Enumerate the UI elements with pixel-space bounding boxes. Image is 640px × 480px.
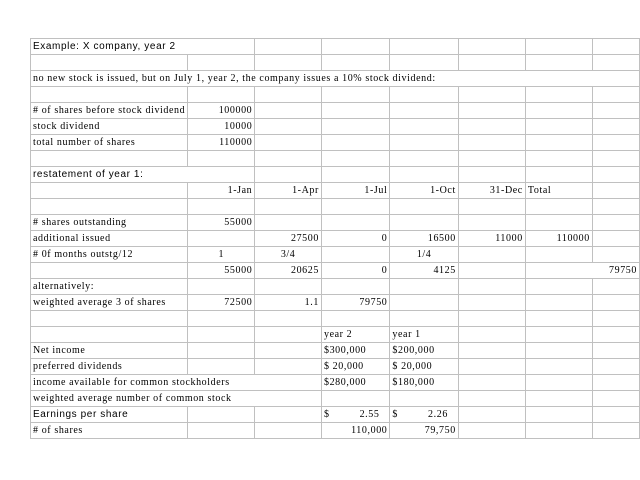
total-value: 110000	[219, 137, 253, 148]
empty-cell[interactable]	[321, 39, 389, 55]
product-cell[interactable]	[390, 263, 458, 279]
empty-cell[interactable]	[390, 103, 458, 119]
sheet-row	[31, 119, 640, 135]
dividend-label: stock dividend	[33, 121, 101, 132]
spreadsheet-grid	[30, 38, 640, 439]
empty-cell[interactable]	[188, 87, 255, 103]
wavg-label-cell[interactable]	[31, 391, 322, 407]
empty-cell[interactable]	[321, 199, 389, 215]
empty-cell[interactable]	[592, 119, 639, 135]
empty-cell[interactable]	[458, 39, 525, 55]
sheet-row	[31, 263, 640, 279]
empty-cell[interactable]	[525, 55, 592, 71]
months-value-cell[interactable]	[188, 247, 255, 263]
weighted3-label-cell[interactable]	[31, 295, 188, 311]
empty-cell[interactable]	[525, 423, 592, 439]
empty-cell[interactable]	[458, 279, 525, 295]
empty-cell[interactable]	[321, 135, 389, 151]
wavg-label: weighted average number of common stock	[33, 393, 232, 404]
empty-cell[interactable]	[255, 343, 322, 359]
empty-cell[interactable]	[321, 103, 389, 119]
empty-cell[interactable]	[188, 343, 255, 359]
product-value: 20625	[290, 265, 319, 276]
additional-value: 27500	[290, 233, 319, 244]
empty-cell[interactable]	[525, 135, 592, 151]
sheet-row	[31, 55, 640, 71]
header-title-cell[interactable]	[31, 39, 255, 55]
empty-cell[interactable]	[255, 359, 322, 375]
sheet-row	[31, 167, 640, 183]
empty-cell[interactable]	[390, 295, 458, 311]
empty-cell[interactable]	[592, 55, 639, 71]
eps-y2-cell[interactable]	[321, 407, 389, 423]
dividend-value-cell[interactable]	[188, 119, 255, 135]
net-income-y1-cell[interactable]	[390, 343, 458, 359]
product-cell[interactable]	[321, 263, 389, 279]
empty-cell[interactable]	[255, 151, 322, 167]
empty-cell[interactable]	[458, 263, 525, 279]
empty-cell[interactable]	[592, 295, 639, 311]
empty-cell[interactable]	[592, 375, 639, 391]
date-header: 1-Jan	[227, 185, 253, 196]
months-value-cell[interactable]	[390, 247, 458, 263]
empty-cell[interactable]	[592, 199, 639, 215]
empty-cell[interactable]	[525, 311, 592, 327]
empty-cell[interactable]	[458, 343, 525, 359]
empty-cell[interactable]	[390, 199, 458, 215]
empty-cell[interactable]	[255, 423, 322, 439]
empty-cell[interactable]	[525, 375, 592, 391]
empty-cell[interactable]	[321, 279, 389, 295]
empty-cell[interactable]	[31, 87, 188, 103]
empty-cell[interactable]	[321, 247, 389, 263]
empty-cell[interactable]	[390, 135, 458, 151]
preferred-y2: $ 20,000	[323, 361, 364, 372]
empty-cell[interactable]	[592, 151, 639, 167]
empty-cell[interactable]	[458, 87, 525, 103]
months-value: 1	[218, 249, 225, 260]
outstanding-value: 55000	[224, 217, 253, 228]
product-cell[interactable]	[188, 263, 255, 279]
shares-label-cell[interactable]	[31, 423, 188, 439]
product-cell[interactable]	[255, 263, 322, 279]
restatement-label: restatement of year 1:	[33, 169, 144, 180]
weighted3-value-cell[interactable]	[188, 295, 255, 311]
empty-cell[interactable]	[458, 215, 525, 231]
empty-cell[interactable]	[31, 55, 188, 71]
empty-cell[interactable]	[525, 391, 592, 407]
total-label-cell[interactable]	[31, 135, 188, 151]
empty-cell[interactable]	[321, 311, 389, 327]
sheet-row	[31, 423, 640, 439]
empty-cell[interactable]	[592, 87, 639, 103]
empty-cell[interactable]	[255, 119, 322, 135]
sheet-row	[31, 311, 640, 327]
net-income-label-cell[interactable]	[31, 343, 188, 359]
empty-cell[interactable]	[188, 359, 255, 375]
empty-cell[interactable]	[390, 55, 458, 71]
before-value: 100000	[218, 105, 253, 116]
preferred-y1-cell[interactable]	[390, 359, 458, 375]
empty-cell[interactable]	[458, 247, 525, 263]
empty-cell[interactable]	[255, 167, 322, 183]
empty-cell[interactable]	[525, 407, 592, 423]
empty-cell[interactable]	[458, 391, 525, 407]
weighted3-value: 1.1	[304, 297, 319, 308]
empty-cell[interactable]	[525, 247, 592, 263]
product-cell[interactable]	[525, 263, 639, 279]
intro-note: no new stock is issued, but on July 1, year 2, the company issues a 10% stock dividend:	[33, 73, 436, 84]
empty-cell[interactable]	[458, 295, 525, 311]
empty-cell[interactable]	[592, 423, 639, 439]
empty-cell[interactable]	[390, 87, 458, 103]
empty-cell[interactable]	[255, 199, 322, 215]
year-header-cell[interactable]	[321, 327, 389, 343]
sheet-row	[31, 71, 640, 87]
additional-label: additional issued	[33, 233, 111, 244]
date-header: 1-Oct	[430, 185, 456, 196]
empty-cell[interactable]	[592, 327, 639, 343]
additional-value: 0	[381, 233, 388, 244]
dividend-value: 10000	[224, 121, 253, 132]
empty-cell[interactable]	[592, 247, 639, 263]
sheet-row	[31, 151, 640, 167]
restatement-label-cell[interactable]	[31, 167, 255, 183]
sheet-row	[31, 407, 640, 423]
total-label: total number of shares	[33, 137, 136, 148]
weighted3-value-cell[interactable]	[321, 295, 389, 311]
empty-cell[interactable]	[188, 407, 255, 423]
additional-value-cell[interactable]	[390, 231, 458, 247]
empty-cell[interactable]	[255, 39, 322, 55]
empty-cell[interactable]	[592, 359, 639, 375]
year-header-cell[interactable]	[390, 327, 458, 343]
eps-y2: 2.55	[359, 409, 380, 420]
sheet-row	[31, 199, 640, 215]
product-value: 4125	[433, 265, 456, 276]
alternatively-cell[interactable]	[31, 279, 188, 295]
sheet-row	[31, 295, 640, 311]
available-y2-cell[interactable]	[321, 375, 389, 391]
date-cell[interactable]	[525, 183, 592, 199]
empty-cell[interactable]	[255, 279, 322, 295]
months-label: # 0f months outstg/12	[33, 249, 134, 260]
empty-cell[interactable]	[592, 183, 639, 199]
empty-cell[interactable]	[592, 103, 639, 119]
empty-cell[interactable]	[188, 151, 255, 167]
available-y1: $180,000	[392, 377, 435, 388]
empty-cell[interactable]	[525, 343, 592, 359]
empty-cell[interactable]	[525, 151, 592, 167]
empty-cell[interactable]	[188, 423, 255, 439]
empty-cell[interactable]	[255, 135, 322, 151]
outstanding-value-cell[interactable]	[188, 215, 255, 231]
preferred-y2-cell[interactable]	[321, 359, 389, 375]
shares-y2: 110,000	[351, 425, 388, 436]
date-cell[interactable]	[321, 183, 389, 199]
sheet-row	[31, 375, 640, 391]
additional-value-cell[interactable]	[458, 231, 525, 247]
sheet-row	[31, 87, 640, 103]
preferred-label: preferred dividends	[33, 361, 123, 372]
weighted3-label: weighted average 3 of shares	[33, 297, 166, 308]
empty-cell[interactable]	[458, 407, 525, 423]
net-income-label: Net income	[33, 345, 86, 356]
sheet-row	[31, 215, 640, 231]
shares-y2-cell[interactable]	[321, 423, 389, 439]
additional-label-cell[interactable]	[31, 231, 188, 247]
sheet-row	[31, 327, 640, 343]
months-value: 3/4	[280, 249, 296, 260]
available-y1-cell[interactable]	[390, 375, 458, 391]
product-value: 55000	[224, 265, 253, 276]
empty-cell[interactable]	[525, 87, 592, 103]
preferred-label-cell[interactable]	[31, 359, 188, 375]
empty-cell[interactable]	[458, 151, 525, 167]
weighted3-value: 72500	[224, 297, 253, 308]
product-value: 79750	[609, 265, 637, 276]
available-label: income available for common stockholders	[33, 377, 230, 388]
intro-note-cell[interactable]	[31, 71, 640, 87]
shares-label: # of shares	[33, 425, 83, 436]
header-title: Example: X company, year 2	[33, 41, 176, 52]
empty-cell[interactable]	[255, 87, 322, 103]
empty-cell[interactable]	[321, 167, 389, 183]
empty-cell[interactable]	[458, 199, 525, 215]
empty-cell[interactable]	[458, 103, 525, 119]
sheet-row	[31, 103, 640, 119]
empty-cell[interactable]	[525, 359, 592, 375]
year-header: year 2	[323, 329, 353, 340]
sheet-row	[31, 231, 640, 247]
additional-value-cell[interactable]	[525, 231, 592, 247]
empty-cell[interactable]	[592, 167, 639, 183]
empty-cell[interactable]	[458, 359, 525, 375]
empty-cell[interactable]	[458, 135, 525, 151]
empty-cell[interactable]	[592, 311, 639, 327]
outstanding-label: # shares outstanding	[33, 217, 127, 228]
empty-cell[interactable]	[255, 407, 322, 423]
date-cell[interactable]	[255, 183, 322, 199]
empty-cell[interactable]	[525, 39, 592, 55]
empty-cell[interactable]	[458, 311, 525, 327]
sheet-row	[31, 183, 640, 199]
alternatively-label: alternatively:	[33, 281, 95, 292]
empty-cell[interactable]	[321, 119, 389, 135]
empty-cell[interactable]	[525, 103, 592, 119]
empty-cell[interactable]	[255, 311, 322, 327]
empty-cell[interactable]	[525, 327, 592, 343]
net-income-y2-cell[interactable]	[321, 343, 389, 359]
empty-cell[interactable]	[255, 215, 322, 231]
empty-cell[interactable]	[390, 311, 458, 327]
weighted3-value-cell[interactable]	[255, 295, 322, 311]
year-header: year 1	[392, 329, 421, 340]
eps-y1-cell[interactable]	[390, 407, 458, 423]
additional-value-cell[interactable]	[255, 231, 322, 247]
shares-y1: 79,750	[424, 425, 456, 436]
empty-cell[interactable]	[188, 199, 255, 215]
before-label-cell[interactable]	[31, 103, 188, 119]
net-income-y2: $300,000	[323, 345, 367, 356]
empty-cell[interactable]	[525, 215, 592, 231]
product-value: 0	[381, 265, 388, 276]
empty-cell[interactable]	[188, 231, 255, 247]
empty-cell[interactable]	[188, 327, 255, 343]
shares-y1-cell[interactable]	[390, 423, 458, 439]
empty-cell[interactable]	[390, 215, 458, 231]
empty-cell[interactable]	[592, 215, 639, 231]
sheet-row	[31, 359, 640, 375]
empty-cell[interactable]	[592, 231, 639, 247]
empty-cell[interactable]	[188, 311, 255, 327]
preferred-y1: $ 20,000	[392, 361, 433, 372]
empty-cell[interactable]	[592, 279, 639, 295]
empty-cell[interactable]	[390, 279, 458, 295]
empty-cell[interactable]	[31, 151, 188, 167]
date-header: 1-Jul	[364, 185, 388, 196]
empty-cell[interactable]	[31, 311, 188, 327]
date-header: 1-Apr	[292, 185, 319, 196]
empty-cell[interactable]	[31, 183, 188, 199]
sheet-row	[31, 391, 640, 407]
empty-cell[interactable]	[458, 167, 525, 183]
eps-label: Earnings per share	[33, 409, 129, 420]
empty-cell[interactable]	[255, 327, 322, 343]
empty-cell[interactable]	[525, 295, 592, 311]
sheet-row	[31, 39, 640, 55]
sheet-row	[31, 279, 640, 295]
empty-cell[interactable]	[592, 391, 639, 407]
months-label-cell[interactable]	[31, 247, 188, 263]
empty-cell[interactable]	[255, 103, 322, 119]
empty-cell[interactable]	[525, 199, 592, 215]
empty-cell[interactable]	[31, 327, 188, 343]
empty-cell[interactable]	[255, 55, 322, 71]
empty-cell[interactable]	[321, 87, 389, 103]
additional-value: 16500	[427, 233, 456, 244]
empty-cell[interactable]	[458, 55, 525, 71]
total-value-cell[interactable]	[188, 135, 255, 151]
sheet-row	[31, 343, 640, 359]
available-label-cell[interactable]	[31, 375, 322, 391]
empty-cell[interactable]	[31, 263, 188, 279]
empty-cell[interactable]	[525, 119, 592, 135]
empty-cell[interactable]	[390, 391, 458, 407]
date-cell[interactable]	[188, 183, 255, 199]
date-cell[interactable]	[458, 183, 525, 199]
months-value: 1/4	[416, 249, 432, 260]
additional-value: 110000	[556, 233, 590, 244]
additional-value-cell[interactable]	[321, 231, 389, 247]
empty-cell[interactable]	[390, 39, 458, 55]
empty-cell[interactable]	[188, 55, 255, 71]
empty-cell[interactable]	[390, 151, 458, 167]
empty-cell[interactable]	[390, 119, 458, 135]
dividend-label-cell[interactable]	[31, 119, 188, 135]
eps-currency: $	[392, 409, 399, 420]
empty-cell[interactable]	[321, 151, 389, 167]
empty-cell[interactable]	[592, 407, 639, 423]
before-value-cell[interactable]	[188, 103, 255, 119]
available-y2: $280,000	[323, 377, 367, 388]
empty-cell[interactable]	[592, 343, 639, 359]
net-income-y1: $200,000	[392, 345, 435, 356]
eps-currency: $	[323, 409, 330, 420]
outstanding-label-cell[interactable]	[31, 215, 188, 231]
eps-label-cell[interactable]	[31, 407, 188, 423]
weighted3-value: 79750	[359, 297, 388, 308]
empty-cell[interactable]	[321, 55, 389, 71]
empty-cell[interactable]	[31, 199, 188, 215]
empty-cell[interactable]	[390, 167, 458, 183]
eps-y1: 2.26	[428, 409, 448, 420]
months-value-cell[interactable]	[255, 247, 322, 263]
before-label: # of shares before stock dividend	[33, 105, 186, 116]
empty-cell[interactable]	[188, 279, 255, 295]
empty-cell[interactable]	[321, 215, 389, 231]
empty-cell[interactable]	[592, 39, 639, 55]
additional-value: 11000	[495, 233, 523, 244]
empty-cell[interactable]	[458, 375, 525, 391]
empty-cell[interactable]	[525, 279, 592, 295]
empty-cell[interactable]	[458, 327, 525, 343]
empty-cell[interactable]	[525, 167, 592, 183]
sheet-row	[31, 135, 640, 151]
empty-cell[interactable]	[321, 391, 389, 407]
sheet-row	[31, 247, 640, 263]
empty-cell[interactable]	[458, 119, 525, 135]
date-cell[interactable]	[390, 183, 458, 199]
date-header: Total	[527, 185, 552, 196]
date-header: 31-Dec	[489, 185, 523, 196]
empty-cell[interactable]	[592, 135, 639, 151]
empty-cell[interactable]	[458, 423, 525, 439]
